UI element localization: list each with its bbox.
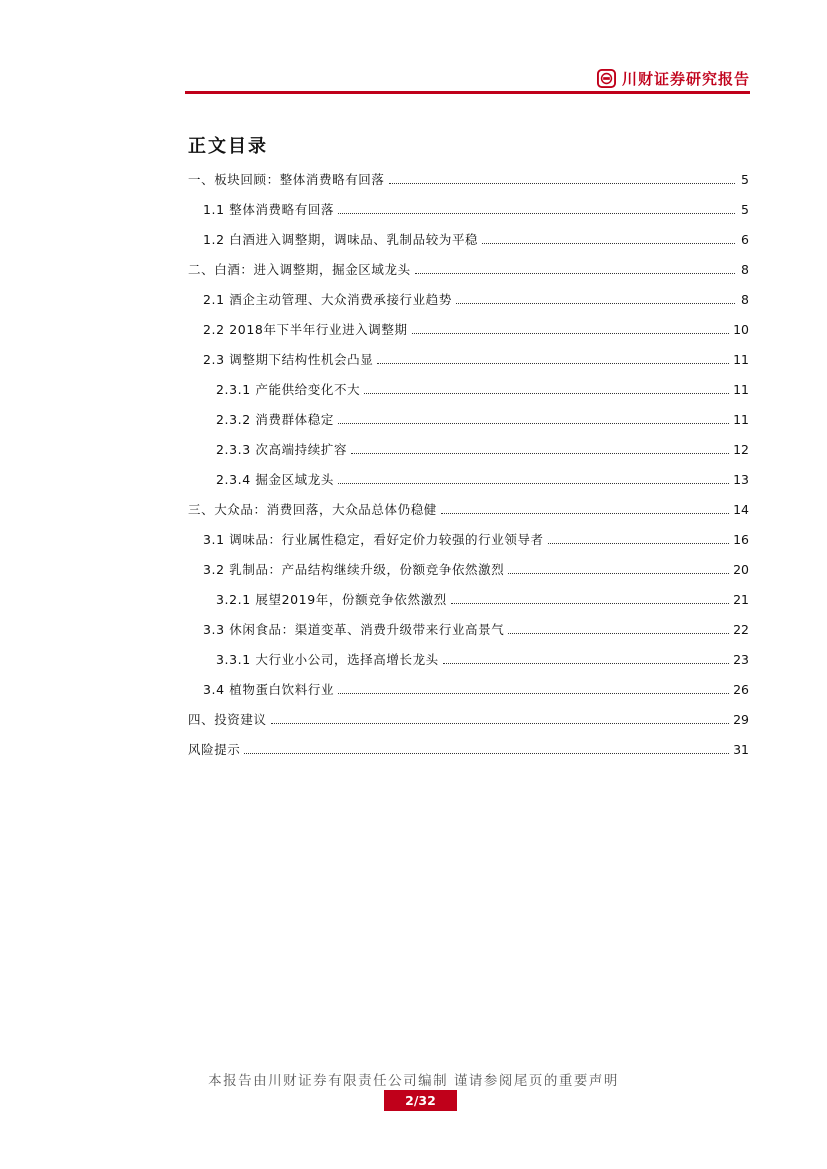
toc-entry-label: 3.1 调味品：行业属性稳定，看好定价力较强的行业领导者 <box>203 532 544 547</box>
toc-entry[interactable] <box>188 500 749 518</box>
brand-name: 川财证券研究报告 <box>621 70 750 88</box>
toc-entry-page: 10 <box>733 322 749 337</box>
toc-entry-label: 二、白酒：进入调整期，掘金区域龙头 <box>188 262 411 277</box>
toc-entry-label: 1.1 整体消费略有回落 <box>203 202 335 217</box>
toc-leader-dots <box>351 453 729 454</box>
toc-leader-dots <box>338 483 729 484</box>
footer-disclaimer: 本报告由川财证券有限责任公司编制 谨请参阅尾页的重要声明 <box>208 1073 619 1089</box>
toc-entry[interactable] <box>188 740 749 758</box>
toc-leader-dots <box>244 753 729 754</box>
brand <box>597 68 750 89</box>
toc-entry-page: 16 <box>733 532 749 547</box>
toc-leader-dots <box>415 273 735 274</box>
toc-leader-dots <box>338 423 729 424</box>
toc-entry-page: 11 <box>733 412 749 427</box>
toc-entry-label: 四、投资建议 <box>188 712 267 727</box>
toc-leader-dots <box>508 633 729 634</box>
toc-entry-page: 5 <box>741 202 749 217</box>
toc-entry-page: 31 <box>733 742 749 757</box>
toc-entry-label: 1.2 白酒进入调整期，调味品、乳制品较为平稳 <box>203 232 479 247</box>
toc-entry-label: 风险提示 <box>188 742 241 757</box>
toc-title: 正文目录 <box>188 136 268 157</box>
toc-entry[interactable] <box>203 290 749 308</box>
toc-entry[interactable] <box>203 200 749 218</box>
toc-entry-label: 3.2 乳制品：产品结构继续升级，份额竞争依然激烈 <box>203 562 505 577</box>
page-number-badge: 2/32 <box>384 1090 457 1111</box>
toc-entry-page: 21 <box>733 592 749 607</box>
toc-entry-page: 29 <box>733 712 749 727</box>
toc-entry-label: 2.3.2 消费群体稳定 <box>216 412 334 427</box>
toc-entry-page: 6 <box>741 232 749 247</box>
chuancai-securities-logo-icon <box>597 69 616 88</box>
toc-entry[interactable] <box>216 650 749 668</box>
toc-entry-label: 2.3.1 产能供给变化不大 <box>216 382 361 397</box>
toc-entry[interactable] <box>216 440 749 458</box>
toc-entry-page: 11 <box>733 352 749 367</box>
toc-leader-dots <box>548 543 729 544</box>
toc-entry-label: 2.1 酒企主动管理、大众消费承接行业趋势 <box>203 292 452 307</box>
toc-entry-page: 12 <box>733 442 749 457</box>
toc-entry-label: 3.3.1 大行业小公司，选择高增长龙头 <box>216 652 439 667</box>
toc-entry[interactable] <box>188 170 749 188</box>
toc-entry-page: 22 <box>733 622 749 637</box>
toc-entry-page: 8 <box>741 292 749 307</box>
toc-entry[interactable] <box>216 410 749 428</box>
toc-entry[interactable] <box>188 710 749 728</box>
toc-entry[interactable] <box>203 560 749 578</box>
toc-leader-dots <box>456 303 735 304</box>
page-header <box>185 62 750 94</box>
toc-leader-dots <box>443 663 729 664</box>
toc-entry-page: 20 <box>733 562 749 577</box>
toc-entry[interactable] <box>203 230 749 248</box>
toc-entry[interactable] <box>203 680 749 698</box>
header-rule <box>185 91 750 94</box>
toc-entry[interactable] <box>188 260 749 278</box>
toc-entry-page: 23 <box>733 652 749 667</box>
toc-leader-dots <box>271 723 729 724</box>
toc-entry-page: 11 <box>733 382 749 397</box>
toc-entry-page: 14 <box>733 502 749 517</box>
toc-entry-label: 2.3 调整期下结构性机会凸显 <box>203 352 374 367</box>
toc-leader-dots <box>482 243 735 244</box>
toc-entry[interactable] <box>216 590 749 608</box>
toc-entry-label: 3.3 休闲食品：渠道变革、消费升级带来行业高景气 <box>203 622 505 637</box>
toc-entry-page: 26 <box>733 682 749 697</box>
toc-entry[interactable] <box>203 350 749 368</box>
toc-entry-label: 2.3.4 掘金区域龙头 <box>216 472 334 487</box>
toc-leader-dots <box>338 693 729 694</box>
toc-leader-dots <box>412 333 730 334</box>
toc-entry-page: 5 <box>741 172 749 187</box>
toc-entry-label: 三、大众品：消费回落，大众品总体仍稳健 <box>188 502 437 517</box>
toc-entry[interactable] <box>216 470 749 488</box>
toc-entry-label: 2.2 2018年下半年行业进入调整期 <box>203 322 408 337</box>
toc-leader-dots <box>338 213 735 214</box>
toc-entry-label: 2.3.3 次高端持续扩容 <box>216 442 348 457</box>
toc-entry[interactable] <box>216 380 749 398</box>
toc-leader-dots <box>451 603 729 604</box>
toc-entry[interactable] <box>203 620 749 638</box>
toc-entry[interactable] <box>203 530 749 548</box>
toc-leader-dots <box>364 393 729 394</box>
toc-entry-label: 一、板块回顾：整体消费略有回落 <box>188 172 385 187</box>
toc-entry-label: 3.2.1 展望2019年，份额竞争依然激烈 <box>216 592 447 607</box>
toc-leader-dots <box>508 573 729 574</box>
toc-entry-page: 13 <box>733 472 749 487</box>
toc-leader-dots <box>377 363 729 364</box>
toc-entry-label: 3.4 植物蛋白饮料行业 <box>203 682 335 697</box>
toc-entry[interactable] <box>203 320 749 338</box>
toc-leader-dots <box>389 183 735 184</box>
toc-leader-dots <box>441 513 729 514</box>
toc-entry-page: 8 <box>741 262 749 277</box>
